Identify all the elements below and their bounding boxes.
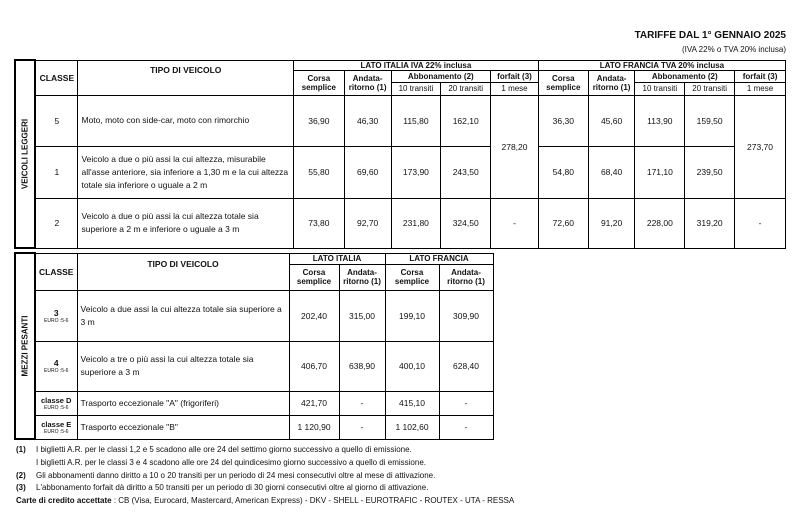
price-cell: 243,50 bbox=[441, 146, 491, 198]
andata-header-fr: Andata-ritorno (1) bbox=[588, 70, 635, 95]
price-cell: 421,70 bbox=[289, 391, 339, 415]
table-row bbox=[15, 415, 493, 439]
price-cell: 1 120,90 bbox=[289, 415, 339, 439]
credit-cards-label: Carte di credito accettate bbox=[16, 496, 112, 505]
classe-value: classe E bbox=[41, 419, 72, 429]
tariff-title: TARIFFE DAL 1° GENNAIO 2025 bbox=[634, 30, 786, 41]
price-cell: 46,30 bbox=[344, 95, 391, 146]
credit-cards-list: : CB (Visa, Eurocard, Mastercard, American Express) - DKV - SHELL - EUROTRAFIC - ROUTEX - UTA - RESSA bbox=[111, 496, 515, 505]
table-row bbox=[15, 391, 493, 415]
lato-italia-header: LATO ITALIA IVA 22% inclusa bbox=[293, 60, 538, 70]
classe-header: CLASSE bbox=[35, 253, 77, 290]
footnote-3 bbox=[16, 483, 428, 492]
veicoli-leggeri-label: VEICOLI LEGGERI bbox=[20, 118, 30, 190]
table-row bbox=[15, 95, 786, 146]
classe-value: 4 bbox=[53, 358, 59, 368]
footnote-marker: (1) bbox=[16, 445, 26, 454]
tipo-cell: Veicolo a due o più assi la cui altezza totale sia superiore a 2 m e inferiore o uguale a 3 m bbox=[78, 198, 293, 248]
euro-label: EURO :5-6 bbox=[44, 368, 69, 374]
classe-cell bbox=[35, 341, 77, 391]
classe-header: CLASSE bbox=[35, 60, 78, 95]
price-cell: 228,00 bbox=[635, 198, 685, 248]
price-cell: 199,10 bbox=[385, 290, 439, 341]
andata-header-it: Andata-ritorno (1) bbox=[344, 70, 391, 95]
euro-label: EURO :5-6 bbox=[44, 428, 69, 435]
price-cell: 45,60 bbox=[588, 95, 635, 146]
footnote-1b bbox=[16, 458, 426, 467]
price-cell: 54,80 bbox=[538, 146, 588, 198]
price-cell: 36,90 bbox=[293, 95, 344, 146]
price-cell: - bbox=[439, 391, 493, 415]
price-cell: - bbox=[439, 415, 493, 439]
tipo-cell: Veicolo a due assi la cui altezza totale sia superiore a 3 m bbox=[77, 290, 289, 341]
footnote-marker: (3) bbox=[16, 483, 26, 492]
corsa-header-fr: Corsa semplice bbox=[538, 70, 588, 95]
forfait-cell-it: - bbox=[491, 198, 539, 248]
lato-francia-header: LATO FRANCIA bbox=[385, 253, 493, 264]
col-mese-it: 1 mese bbox=[491, 82, 539, 95]
price-cell: 113,90 bbox=[635, 95, 685, 146]
col-20-it: 20 transiti bbox=[441, 82, 491, 95]
price-cell: 69,60 bbox=[344, 146, 391, 198]
abbon-header-it: Abbonamento (2) bbox=[391, 70, 491, 82]
euro-label: EURO :5-6 bbox=[44, 317, 69, 324]
price-cell: 72,60 bbox=[538, 198, 588, 248]
price-cell: - bbox=[339, 391, 385, 415]
footnote-marker: (2) bbox=[16, 471, 26, 480]
corsa-header-it: Corsa semplice bbox=[289, 264, 339, 290]
price-cell: 159,50 bbox=[685, 95, 735, 146]
price-cell: 319,20 bbox=[685, 198, 735, 248]
credit-cards-line bbox=[16, 496, 514, 505]
price-cell: 202,40 bbox=[289, 290, 339, 341]
forfait-header-it: forfait (3) bbox=[491, 70, 539, 82]
price-cell: 68,40 bbox=[588, 146, 635, 198]
price-cell: 55,80 bbox=[293, 146, 344, 198]
table-row bbox=[15, 290, 493, 341]
tipo-cell: Trasporto eccezionale "A" (frigoriferi) bbox=[77, 391, 289, 415]
classe-cell bbox=[35, 415, 77, 439]
price-cell: 1 102,60 bbox=[385, 415, 439, 439]
price-cell: 400,10 bbox=[385, 341, 439, 391]
heavy-side-cell bbox=[15, 253, 35, 439]
footnote-text: I biglietti A.R. per le classi 1,2 e 5 scadono alle ore 24 del settimo giorno successivo a quello di emissione. bbox=[36, 445, 412, 454]
lato-italia-header: LATO ITALIA bbox=[289, 253, 385, 264]
classe-cell bbox=[35, 290, 77, 341]
footnote-2 bbox=[16, 471, 435, 480]
classe-value: 3 bbox=[53, 307, 59, 318]
tipo-header: TIPO DI VEICOLO bbox=[78, 60, 293, 95]
price-cell: 173,90 bbox=[391, 146, 441, 198]
tipo-header: TIPO DI VEICOLO bbox=[77, 253, 289, 290]
table-row bbox=[15, 341, 493, 391]
forfait-header-fr: forfait (3) bbox=[735, 70, 786, 82]
tariff-subtitle: (IVA 22% o TVA 20% inclusa) bbox=[681, 45, 786, 54]
price-cell: 239,50 bbox=[685, 146, 735, 198]
forfait-cell-fr: - bbox=[735, 198, 786, 248]
col-10-fr: 10 transiti bbox=[635, 82, 685, 95]
tipo-cell: Moto, moto con side-car, moto con rimorchio bbox=[78, 95, 293, 146]
classe-cell bbox=[35, 391, 77, 415]
price-cell: 638,90 bbox=[339, 341, 385, 391]
abbon-header-fr: Abbonamento (2) bbox=[635, 70, 735, 82]
price-cell: 231,80 bbox=[391, 198, 441, 248]
forfait-cell-fr: 273,70 bbox=[735, 95, 786, 198]
andata-header-it: Andata-ritorno (1) bbox=[339, 264, 385, 290]
price-cell: 406,70 bbox=[289, 341, 339, 391]
price-cell: 36,30 bbox=[538, 95, 588, 146]
footnote-1 bbox=[16, 445, 412, 454]
classe-cell: 1 bbox=[35, 146, 78, 198]
footnote-text: Gli abbonamenti danno diritto a 10 o 20 transiti per un periodo di 24 mesi consecutivi oltre al mese di attivazione. bbox=[36, 471, 436, 480]
mezzi-pesanti-label: MEZZI PESANTI bbox=[20, 315, 30, 377]
light-side-cell bbox=[15, 60, 35, 248]
footnote-text: I biglietti A.R. per le classi 3 e 4 scadono alle ore 24 del quindicesimo giorno successivo a quello di emissione. bbox=[36, 458, 426, 467]
price-cell: 324,50 bbox=[441, 198, 491, 248]
classe-cell: 2 bbox=[35, 198, 78, 248]
price-cell: 315,00 bbox=[339, 290, 385, 341]
tipo-cell: Veicolo a due o più assi la cui altezza, misurabile all'asse anteriore, sia inferiore a 1,30 m e la cui altezza totale sia inferiore o uguale a 2 m bbox=[78, 146, 293, 198]
price-cell: 73,80 bbox=[293, 198, 344, 248]
euro-label: EURO :5-6 bbox=[44, 404, 69, 411]
classe-cell: 5 bbox=[35, 95, 78, 146]
light-vehicles-table bbox=[14, 59, 786, 249]
price-cell: 171,10 bbox=[635, 146, 685, 198]
lato-francia-header: LATO FRANCIA TVA 20% inclusa bbox=[538, 60, 785, 70]
heavy-vehicles-table bbox=[14, 252, 494, 440]
price-cell: 91,20 bbox=[588, 198, 635, 248]
price-cell: 628,40 bbox=[439, 341, 493, 391]
footnote-text: L'abbonamento forfait dà diritto a 50 transiti per un periodo di 30 giorni consecutivi oltre al giorno di attivazione. bbox=[36, 483, 429, 492]
col-10-it: 10 transiti bbox=[391, 82, 441, 95]
price-cell: 309,90 bbox=[439, 290, 493, 341]
col-20-fr: 20 transiti bbox=[685, 82, 735, 95]
price-cell: - bbox=[339, 415, 385, 439]
tipo-cell: Veicolo a tre o più assi la cui altezza totale sia superiore a 3 m bbox=[77, 341, 289, 391]
col-mese-fr: 1 mese bbox=[735, 82, 786, 95]
table-row bbox=[15, 198, 786, 248]
corsa-header-fr: Corsa semplice bbox=[385, 264, 439, 290]
forfait-cell-it: 278,20 bbox=[491, 95, 539, 198]
table-row bbox=[15, 146, 786, 198]
corsa-header-it: Corsa semplice bbox=[293, 70, 344, 95]
price-cell: 162,10 bbox=[441, 95, 491, 146]
classe-value: classe D bbox=[41, 395, 72, 405]
price-cell: 115,80 bbox=[391, 95, 441, 146]
andata-header-fr: Andata-ritorno (1) bbox=[439, 264, 493, 290]
price-cell: 92,70 bbox=[344, 198, 391, 248]
tipo-cell: Trasporto eccezionale "B" bbox=[77, 415, 289, 439]
price-cell: 415,10 bbox=[385, 391, 439, 415]
